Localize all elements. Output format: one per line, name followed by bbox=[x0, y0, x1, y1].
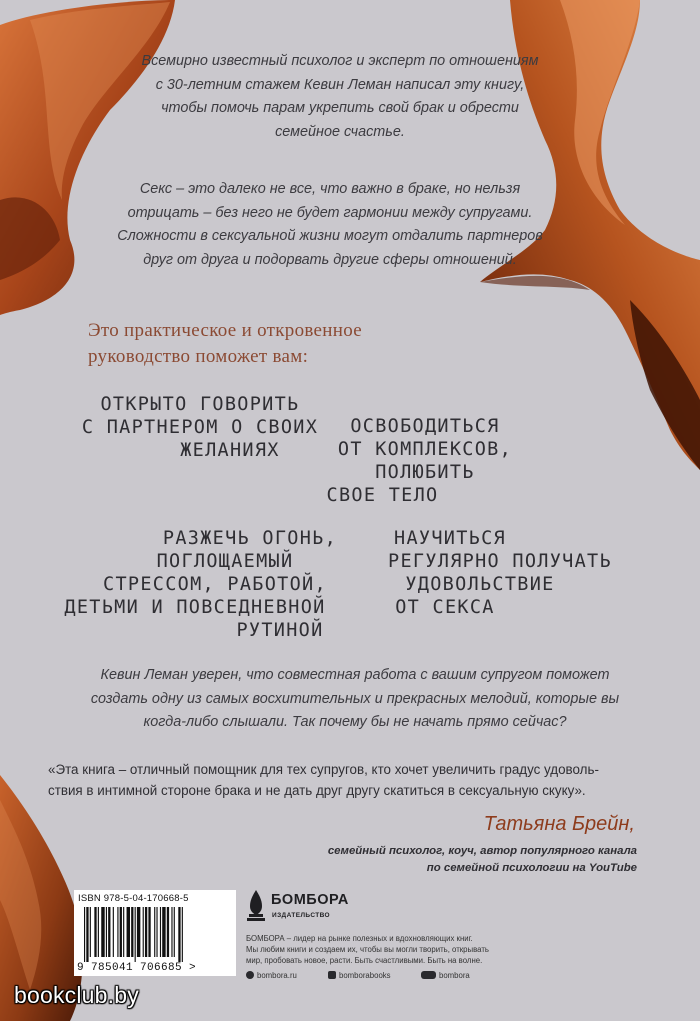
benefit-line: ОТ СЕКСА bbox=[395, 597, 495, 618]
isbn-number: ISBN 978-5-04-170668-5 bbox=[78, 893, 189, 904]
benefit-line: УДОВОЛЬСТВИЕ bbox=[405, 574, 555, 595]
barcode-bar bbox=[160, 907, 161, 957]
outro-line: создать одну из самых восхитительных и прекрасных мелодий, которые вы bbox=[90, 690, 620, 707]
guide-line: Это практическое и откровенное bbox=[88, 320, 362, 341]
barcode-bar bbox=[135, 907, 136, 962]
barcode-bar bbox=[162, 907, 165, 957]
quote-line: ствия в интимной стороне брака и не дать друг другу скатиться в сексуальную скуку». bbox=[48, 782, 586, 798]
intro-line: Секс – это далеко не все, что важно в браке, но нельзя bbox=[139, 181, 521, 197]
barcode-bar bbox=[108, 907, 110, 957]
barcode-bar bbox=[156, 907, 157, 957]
publisher-description bbox=[246, 933, 586, 967]
publisher-subtitle: ИЗДАТЕЛЬСТВО bbox=[272, 912, 331, 919]
benefit-talk-openly bbox=[60, 393, 340, 462]
benefit-line: НАУЧИТЬСЯ bbox=[394, 528, 506, 549]
publisher-desc-line: БОМБОРА – лидер на рынке полезных и вдохновляющих книг. bbox=[246, 934, 473, 943]
outro-paragraph bbox=[45, 664, 665, 735]
barcode-bar bbox=[90, 907, 91, 957]
barcode-digits: 9 785041 706685 > bbox=[77, 962, 197, 974]
barcode-bar bbox=[131, 907, 133, 957]
guide-line: руководство поможет вам: bbox=[88, 346, 309, 367]
intro-line: Сложности в сексуальной жизни могут отдалить партнеров bbox=[117, 228, 543, 244]
barcode-bar bbox=[182, 907, 183, 962]
social-label: bombora.ru bbox=[257, 971, 297, 980]
intro-line: друг от друга и подорвать другие сферы отношений. bbox=[143, 251, 517, 268]
benefit-line: РУТИНОЙ bbox=[236, 620, 324, 641]
benefit-line: ПОГЛОЩАЕМЫЙ bbox=[156, 551, 294, 572]
barcode-bar bbox=[145, 907, 147, 957]
barcode-bar bbox=[137, 907, 140, 957]
intro-line: отрицать – без него не будет гармонии между супругами. bbox=[127, 204, 533, 221]
barcode-bar bbox=[171, 907, 172, 957]
guide-heading bbox=[88, 318, 508, 370]
barcode-bar bbox=[84, 907, 85, 962]
barcode-bar bbox=[127, 907, 130, 957]
social-label: bomborabooks bbox=[339, 971, 391, 980]
barcode-bar bbox=[98, 907, 99, 957]
benefit-line: ПОЛЮБИТЬ bbox=[375, 462, 475, 483]
social-vk-telegram[interactable] bbox=[421, 971, 470, 980]
social-instagram[interactable] bbox=[328, 971, 391, 980]
benefit-line: ОТ КОМПЛЕКСОВ, bbox=[337, 439, 513, 460]
intro-line: с 30-летним стажем Кевин Леман написал эту книгу, bbox=[155, 76, 525, 93]
outro-line: Кевин Леман уверен, что совместная работа с вашим супругом поможет bbox=[100, 667, 610, 683]
quote-line: «Эта книга – отличный помощник для тех супругов, кто хочет увеличить градус удоволь- bbox=[48, 762, 599, 777]
benefit-line: ЖЕЛАНИЯХ bbox=[180, 440, 280, 461]
intro-line: чтобы помочь парам укрепить свой брак и обрести bbox=[161, 100, 519, 116]
bombora-logo-icon bbox=[245, 890, 267, 922]
barcode-bar bbox=[178, 907, 180, 962]
publisher-desc-line: мир, пробовать новое, расти. Быть счастливыми. Быть на волне. bbox=[246, 956, 483, 966]
quote-author-name: Татьяна Брейн, bbox=[483, 813, 635, 835]
barcode-bar bbox=[174, 907, 175, 957]
barcode-bar bbox=[154, 907, 155, 957]
benefit-line: РЕГУЛЯРНО ПОЛУЧАТЬ bbox=[388, 551, 612, 572]
barcode-bar bbox=[143, 907, 144, 957]
quote-author-description bbox=[250, 843, 637, 877]
barcode-bars bbox=[84, 907, 226, 962]
publisher-desc-line: Мы любим книги и создаем их, чтобы вы могли творить, открывать bbox=[246, 945, 489, 955]
benefit-line: РАЗЖЕЧЬ ОГОНЬ, bbox=[162, 528, 338, 549]
intro-paragraph-2 bbox=[95, 178, 565, 272]
barcode-bar bbox=[106, 907, 107, 957]
benefit-line: ОТКРЫТО ГОВОРИТЬ bbox=[100, 394, 300, 415]
testimonial-quote bbox=[48, 760, 668, 801]
watermark: bookclub.by bbox=[14, 982, 139, 1008]
publisher-logo bbox=[245, 890, 375, 930]
globe-icon bbox=[246, 971, 254, 979]
benefit-regular-pleasure bbox=[360, 527, 640, 619]
barcode-bar bbox=[120, 907, 122, 957]
vk-telegram-icon bbox=[421, 971, 436, 979]
barcode-bar bbox=[123, 907, 124, 957]
barcode-bar bbox=[148, 907, 150, 957]
intro-line: Всемирно известный психолог и эксперт по отношениям bbox=[141, 53, 539, 69]
benefit-line: СТРЕССОМ, РАБОТОЙ, bbox=[103, 574, 327, 595]
barcode-bar bbox=[86, 907, 88, 962]
barcode-bar bbox=[167, 907, 169, 957]
benefit-rekindle-fire bbox=[20, 527, 370, 642]
social-website[interactable] bbox=[246, 971, 297, 980]
barcode-bar bbox=[101, 907, 104, 957]
benefit-line: ДЕТЬМИ И ПОВСЕДНЕВНОЙ bbox=[64, 597, 326, 618]
publisher-name: БОМБОРА bbox=[271, 892, 349, 908]
barcode-bar bbox=[94, 907, 96, 957]
benefit-line: С ПАРТНЕРОМ О СВОИХ bbox=[81, 417, 319, 438]
benefit-free-from-complexes bbox=[300, 415, 550, 507]
intro-line: семейное счастье. bbox=[275, 123, 405, 140]
instagram-icon bbox=[328, 971, 336, 979]
intro-paragraph-1 bbox=[105, 50, 575, 144]
isbn-barcode bbox=[74, 890, 236, 976]
benefit-line: ОСВОБОДИТЬСЯ bbox=[350, 416, 500, 437]
barcode-bar bbox=[113, 907, 114, 957]
benefit-line: СВОЕ ТЕЛО bbox=[326, 485, 439, 506]
author-desc-line: семейный психолог, коуч, автор популярного канала bbox=[327, 845, 637, 857]
social-label: bombora bbox=[439, 971, 470, 980]
barcode-bar bbox=[117, 907, 118, 957]
author-desc-line: по семейной психологии на YouTube bbox=[426, 862, 637, 874]
outro-line: когда-либо слышали. Так почему бы не начать прямо сейчас? bbox=[143, 714, 567, 730]
